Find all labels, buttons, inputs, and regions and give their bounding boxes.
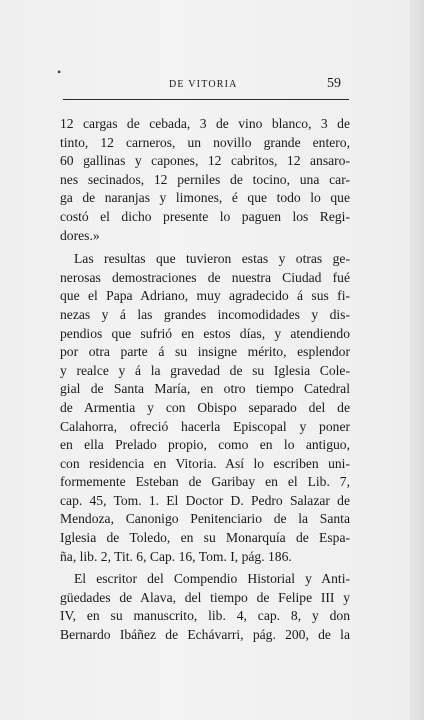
text-line: tinto, 12 carneros, un novillo grande entero,: [60, 134, 350, 150]
paragraph-2: [60, 250, 350, 566]
text-line: Bernardo Ibáñez de Echávarri, pág. 200, de la: [60, 627, 350, 643]
body-text: [60, 115, 350, 645]
text-line: con residencia en Vitoria. Así lo escriben uni-: [60, 455, 350, 471]
text-line: Las resultas que tuvieron estas y otras ge-: [74, 251, 350, 267]
text-line: formemente Esteban de Garibay en el Lib. 7,: [60, 474, 350, 490]
text-line: gial de Santa María, en otro tiempo Catedral: [60, 381, 350, 397]
page-edge-shadow: [410, 0, 424, 720]
text-line: en ella Prelado propio, como en lo antiguo,: [60, 437, 350, 453]
paragraph-1: [60, 115, 350, 245]
text-line: nes secinados, 12 perniles de tocino, una car-: [60, 171, 350, 187]
text-line: 12 cargas de cebada, 3 de vino blanco, 3 de: [60, 116, 350, 131]
page-number: 59: [327, 76, 341, 91]
running-header: [63, 76, 349, 103]
text-line: Iglesia de Toledo, en su Monarquía de Espa-: [60, 530, 350, 546]
text-line: ña, lib. 2, Tit. 6, Cap. 16, Tom. I, pág. 186.: [60, 548, 292, 564]
text-line: Mendoza, Canonigo Penitenciario de la Santa: [60, 511, 350, 527]
text-line: nerosas demostraciones de nuestra Ciudad fué: [60, 269, 350, 285]
text-line: y realce y á la gravedad de su Iglesia Cole-: [60, 362, 350, 378]
text-line: Calahorra, ofreció hacerla Episcopal y poner: [60, 418, 350, 434]
text-line: ga de naranjas y limones, é que todo lo que: [60, 190, 350, 206]
ornament-mark: •: [57, 65, 62, 79]
text-line: que el Papa Adriano, muy agradecido á sus fi-: [60, 288, 350, 304]
text-line: cap. 45, Tom. 1. El Doctor D. Pedro Salazar de: [60, 492, 350, 508]
text-line: dores.»: [60, 227, 100, 243]
text-line: pendios que sufrió en estos días, y atendiendo: [60, 325, 350, 341]
text-line: El escritor del Compendio Historial y Anti-: [74, 571, 350, 587]
text-line: 60 gallinas y capones, 12 cabritos, 12 ansaro-: [60, 153, 350, 169]
text-line: IV, en su manuscrito, lib. 4, cap. 8, y don: [60, 608, 350, 624]
text-line: de Armentia y con Obispo separado del de: [60, 399, 350, 415]
running-title: DE VITORIA: [169, 79, 238, 90]
text-line: nezas y á las grandes incomodidades y dis-: [60, 306, 350, 322]
text-line: costó el dicho presente lo paguen los Regi-: [60, 208, 350, 224]
text-line: güedades de Alava, del tiempo de Felipe III y: [60, 589, 350, 605]
header-rule: [63, 99, 349, 100]
paragraph-3: [60, 570, 350, 644]
text-line: por otra parte á su insigne mérito, esplendor: [60, 344, 350, 360]
